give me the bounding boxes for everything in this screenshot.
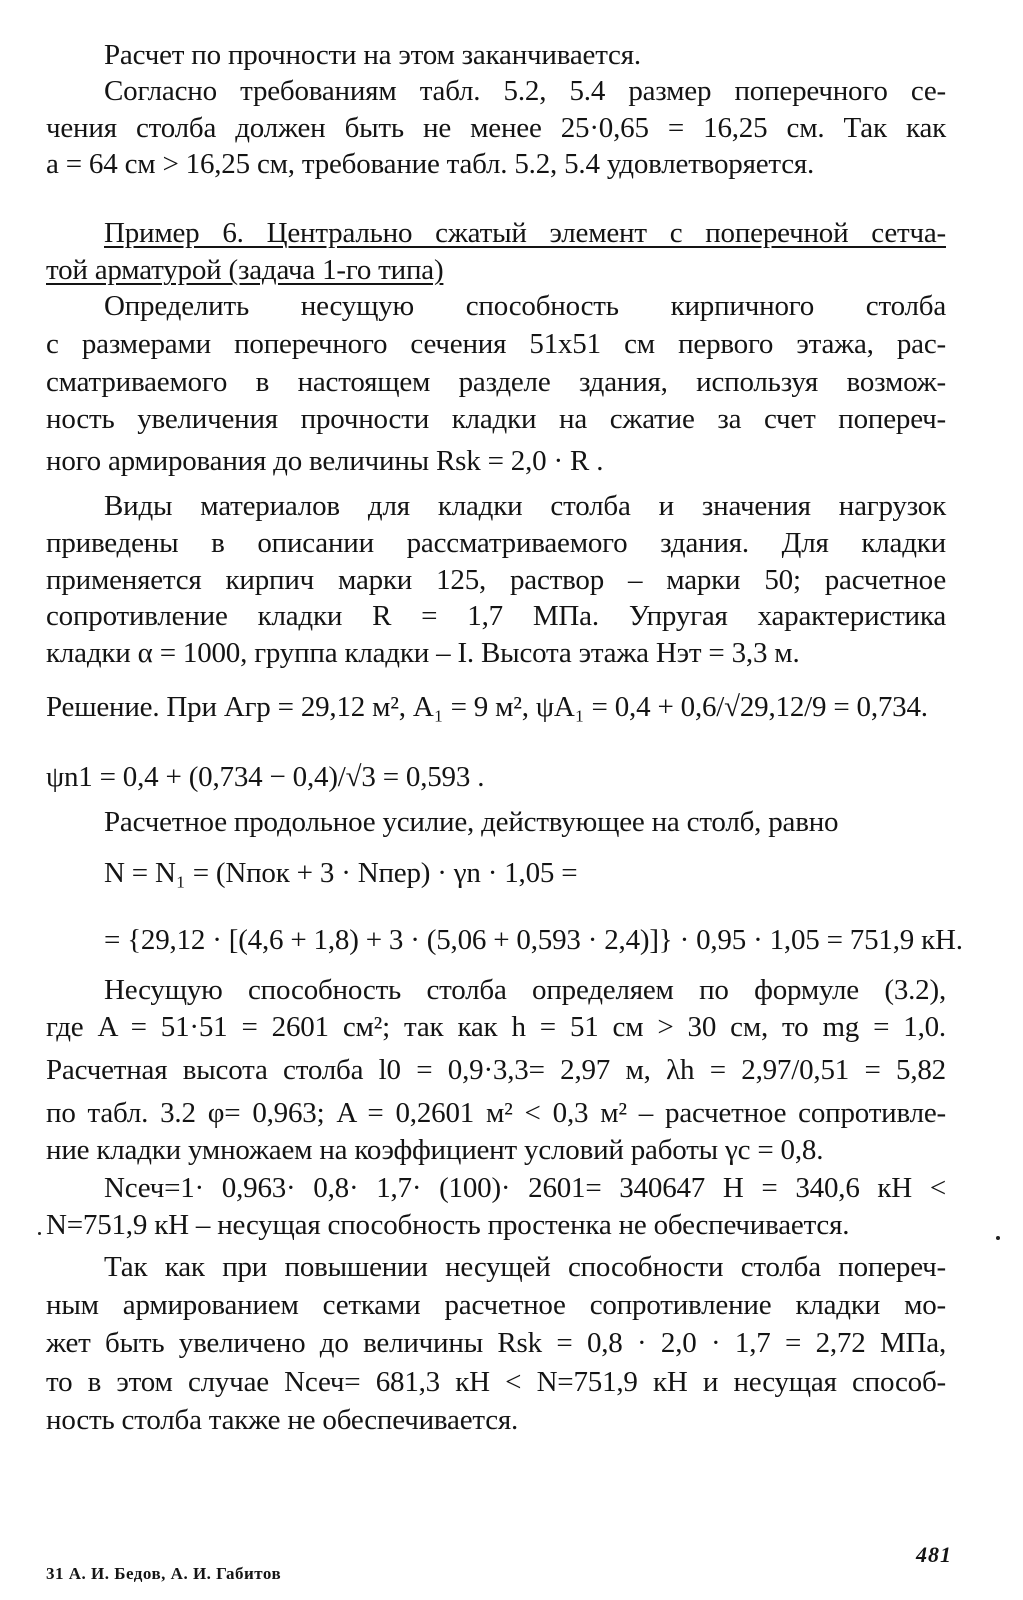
text-line: сопротивление кладки R = 1,7 МПа. Упругая характеристика <box>46 600 946 632</box>
formula-line: Решение. При Aгр = 29,12 м², A₁ = 9 м², ψA₁ = 0,4 + 0,6/√29,12/9 = 0,734. <box>46 691 928 723</box>
text-line: Nсеч=1· 0,963· 0,8· 1,7· (100)· 2601= 340647 Н = 340,6 кН < <box>104 1172 946 1204</box>
text-line: ным армированием сетками расчетное сопротивление кладки мо- <box>46 1289 946 1321</box>
text-line: с размерами поперечного сечения 51х51 см первого этажа, рас- <box>46 328 946 360</box>
text-line: ность столба также не обеспечивается. <box>46 1404 519 1436</box>
section-heading: той арматурой (задача 1-го типа) <box>46 254 444 286</box>
text-line: жет быть увеличено до величины Rsk = 0,8 · 2,0 · 1,7 = 2,72 МПа, <box>46 1327 946 1359</box>
formula-line: N = N₁ = (Nпок + 3 · Nпер) · γn · 1,05 = <box>104 857 578 889</box>
text-line: Так как при повышении несущей способности столба попереч- <box>104 1251 946 1283</box>
text-line: a = 64 см > 16,25 см, требование табл. 5.2, 5.4 удовлетворяется. <box>46 148 815 180</box>
scan-speck <box>996 1236 1000 1240</box>
text-line: N=751,9 кН – несущая способность простенка не обеспечивается. <box>46 1209 850 1241</box>
text-line: Расчет по прочности на этом заканчивается. <box>104 39 641 71</box>
page-number: 481 <box>916 1542 952 1567</box>
text-line: Виды материалов для кладки столба и значения нагрузок <box>104 490 946 522</box>
text-line: ность увеличения прочности кладки на сжатие за счет попереч- <box>46 403 946 435</box>
text-line: по табл. 3.2 φ= 0,963; A = 0,2601 м² < 0,3 м² – расчетное сопротивле- <box>46 1097 946 1129</box>
footer-authors: 31 А. И. Бедов, А. И. Габитов <box>46 1564 282 1583</box>
text-line: Расчетная высота столба l0 = 0,9·3,3= 2,97 м, λh = 2,97/0,51 = 5,82 <box>46 1054 946 1086</box>
text-line: где A = 51·51 = 2601 см²; так как h = 51 см > 30 см, то mg = 1,0. <box>46 1011 946 1043</box>
text-line: кладки α = 1000, группа кладки – I. Высота этажа Hэт = 3,3 м. <box>46 637 800 669</box>
formula-line: ного армирования до величины Rsk = 2,0 · R . <box>46 445 604 477</box>
formula-line: = {29,12 · [(4,6 + 1,8) + 3 · (5,06 + 0,593 · 2,4)]} · 0,95 · 1,05 = 751,9 кН. <box>104 924 963 956</box>
text-line: Определить несущую способность кирпичного столба <box>104 290 946 322</box>
text-line: применяется кирпич марки 125, раствор – марки 50; расчетное <box>46 564 946 596</box>
text-line: чения столба должен быть не менее 25·0,65 = 16,25 см. Так как <box>46 112 946 144</box>
text-line: Согласно требованиям табл. 5.2, 5.4 размер поперечного се- <box>104 75 946 107</box>
text-line: приведены в описании рассматриваемого здания. Для кладки <box>46 527 946 559</box>
scan-speck <box>38 1232 41 1235</box>
text-line: ние кладки умножаем на коэффициент условий работы γc = 0,8. <box>46 1134 824 1166</box>
text-line: Расчетное продольное усилие, действующее на столб, равно <box>104 806 839 838</box>
section-heading: Пример 6. Центрально сжатый элемент с поперечной сетча- <box>104 217 946 249</box>
text-line: то в этом случае Nсеч= 681,3 кН < N=751,9 кН и несущая способ- <box>46 1366 946 1398</box>
formula-line: ψn1 = 0,4 + (0,734 − 0,4)/√3 = 0,593 . <box>46 761 485 793</box>
text-line: Несущую способность столба определяем по формуле (3.2), <box>104 974 946 1006</box>
text-line: сматриваемого в настоящем разделе здания, используя возмож- <box>46 366 946 398</box>
